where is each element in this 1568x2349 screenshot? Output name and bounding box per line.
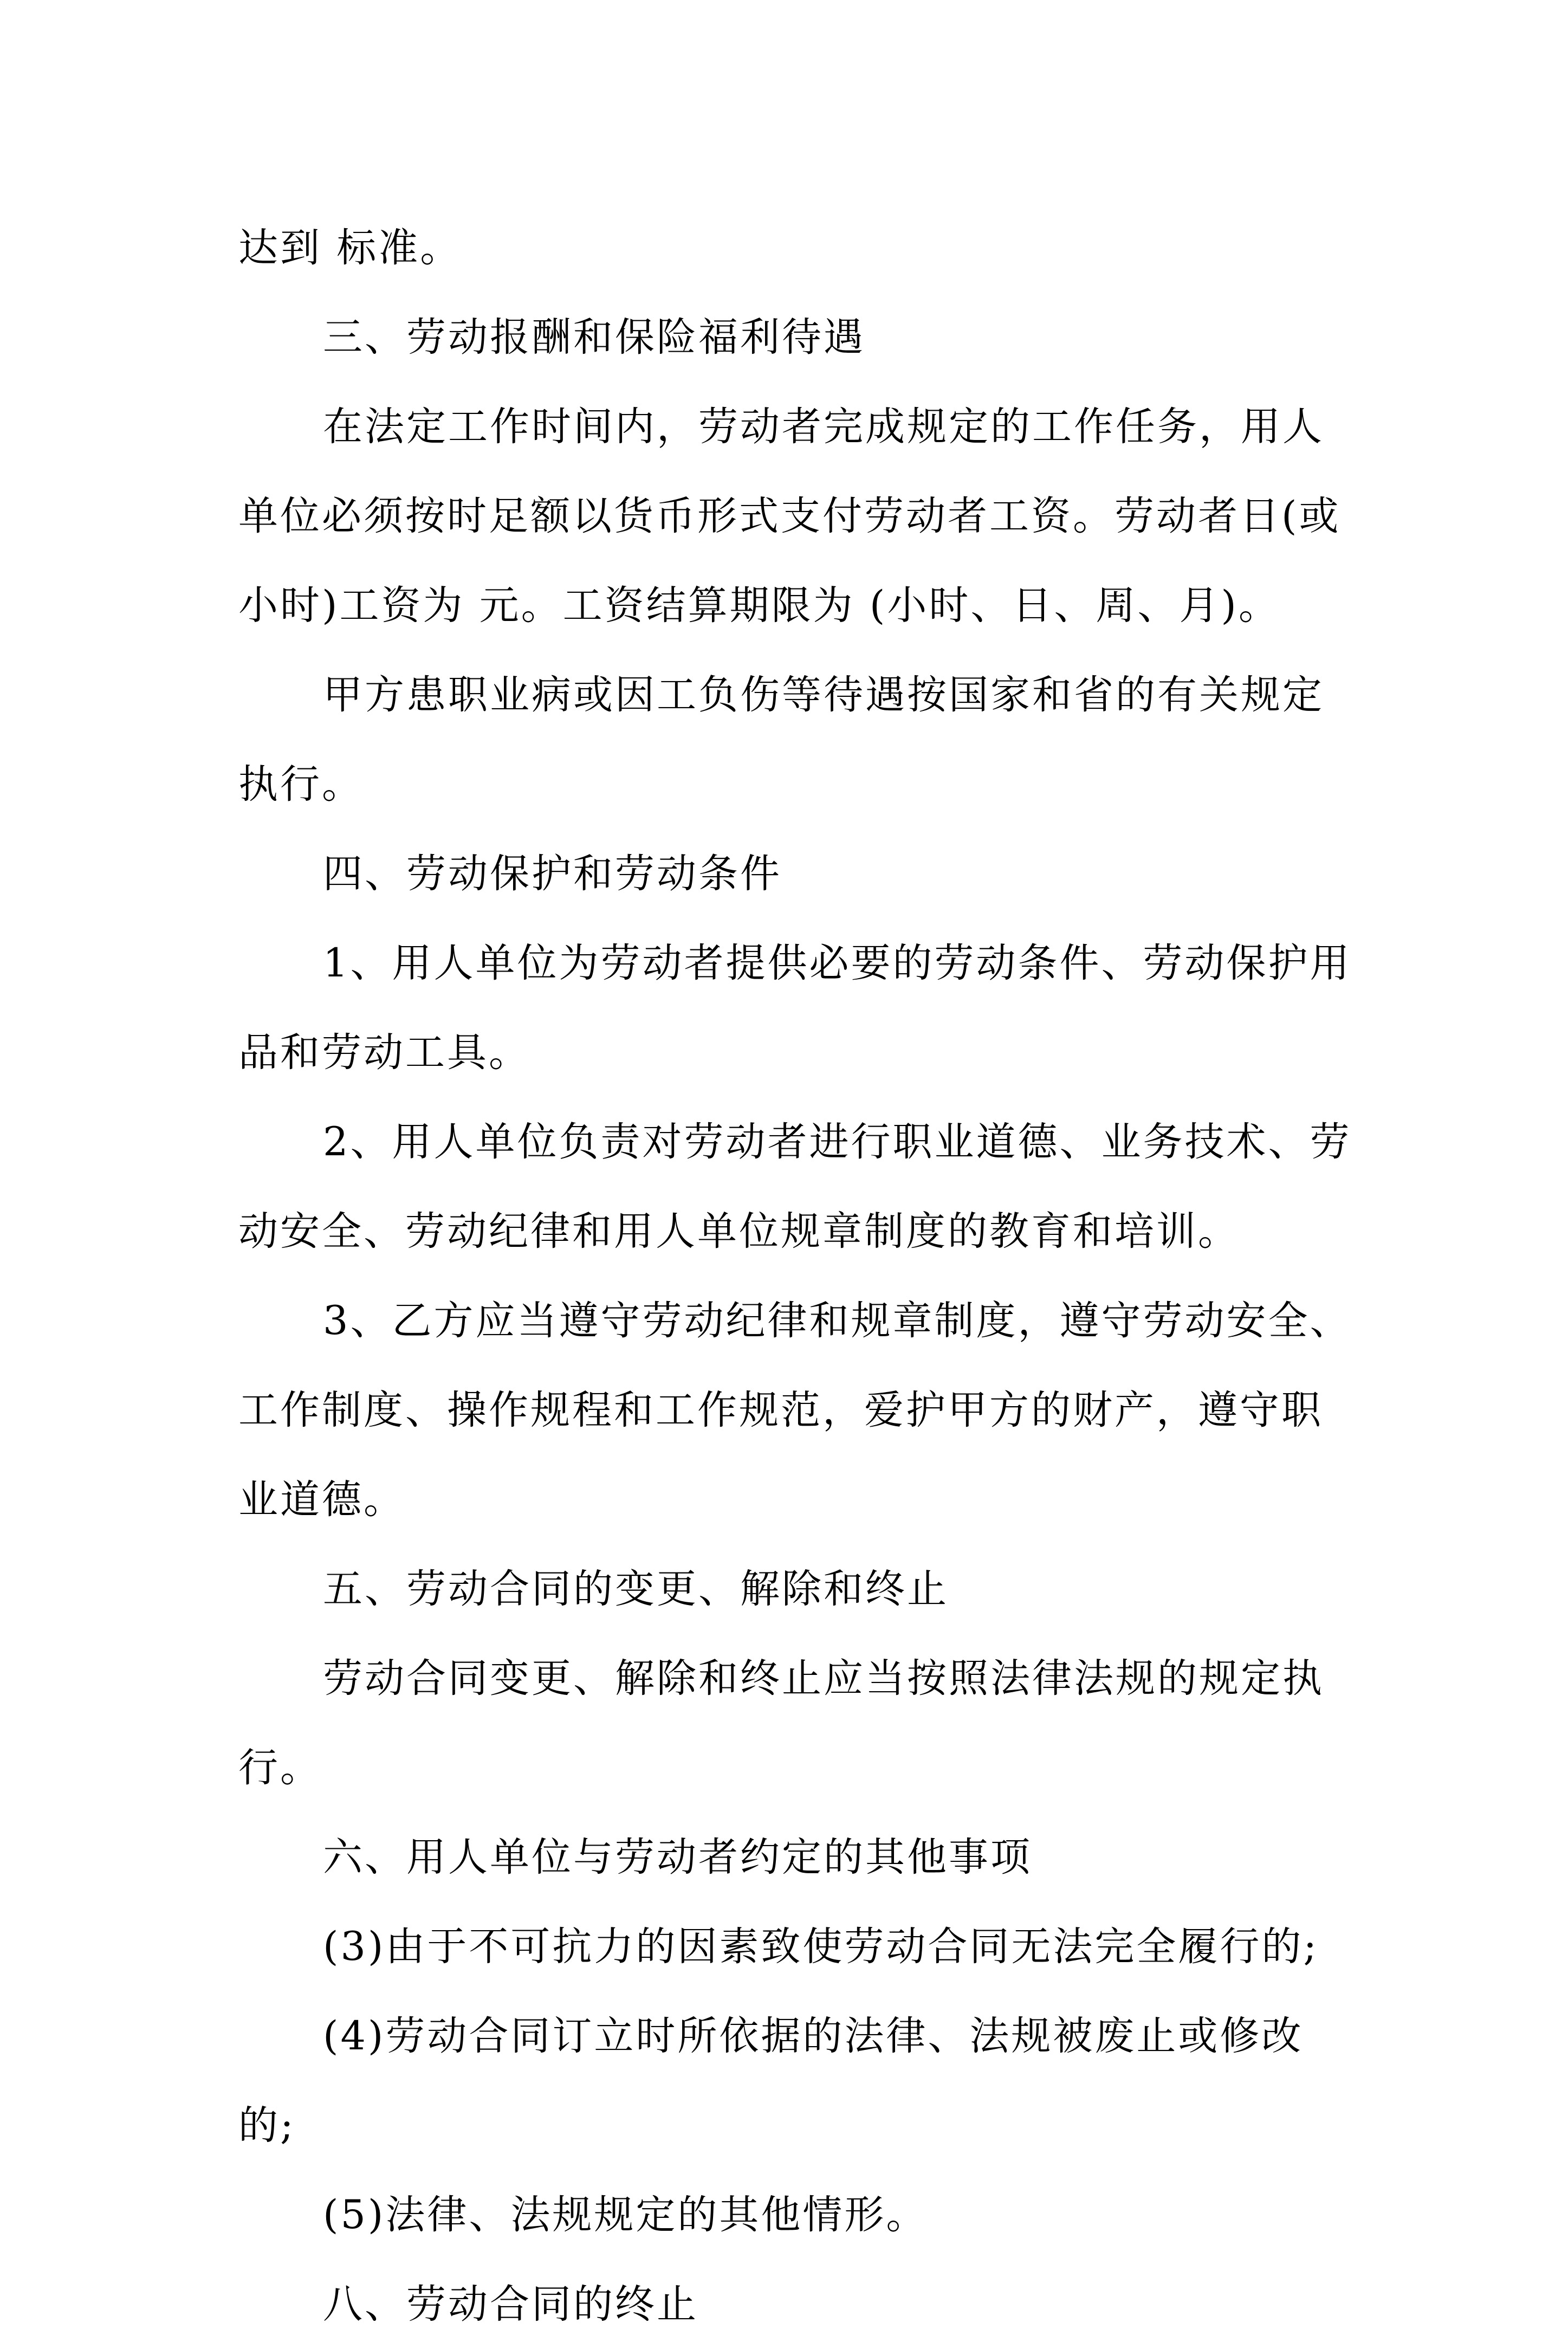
paragraph-clause-5: (5)法律、法规规定的其他情形。 bbox=[323, 2192, 928, 2238]
paragraph-standard: 达到 标准。 bbox=[238, 225, 462, 271]
section-heading-other-matters: 六、用人单位与劳动者约定的其他事项 bbox=[323, 1834, 1032, 1880]
document-page bbox=[238, 203, 1355, 2349]
paragraph-clause-3: (3)由于不可抗力的因素致使劳动合同无法完全履行的; bbox=[323, 1924, 1319, 1970]
section-heading-remuneration: 三、劳动报酬和保险福利待遇 bbox=[323, 314, 865, 360]
paragraph-item-3: 3、乙方应当遵守劳动纪律和规章制度，遵守劳动安全、工作制度、操作规程和工作规范，爱护甲方的财产，遵守职业道德。 bbox=[238, 1298, 1352, 1523]
section-heading-labor-protection: 四、劳动保护和劳动条件 bbox=[323, 851, 782, 897]
paragraph-item-2: 2、用人单位负责对劳动者进行职业道德、业务技术、劳动安全、劳动纪律和用人单位规章制度的教育和培训。 bbox=[238, 1119, 1352, 1254]
paragraph-contract-change: 劳动合同变更、解除和终止应当按照法律法规的规定执行。 bbox=[238, 1655, 1324, 1791]
paragraph-injury-benefits: 甲方患职业病或因工负伤等待遇按国家和省的有关规定执行。 bbox=[238, 672, 1324, 807]
paragraph-wages: 在法定工作时间内，劳动者完成规定的工作任务，用人单位必须按时足额以货币形式支付劳动者工资。劳动者日(或小时)工资为 元。工资结算期限为 (小时、日、周、月)。 bbox=[238, 404, 1341, 629]
paragraph-item-1: 1、用人单位为劳动者提供必要的劳动条件、劳动保护用品和劳动工具。 bbox=[238, 940, 1352, 1076]
section-heading-termination: 八、劳动合同的终止 bbox=[323, 2281, 698, 2327]
section-heading-contract-change: 五、劳动合同的变更、解除和终止 bbox=[323, 1566, 949, 1612]
paragraph-clause-4: (4)劳动合同订立时所依据的法律、法规被废止或修改的; bbox=[238, 2013, 1304, 2149]
